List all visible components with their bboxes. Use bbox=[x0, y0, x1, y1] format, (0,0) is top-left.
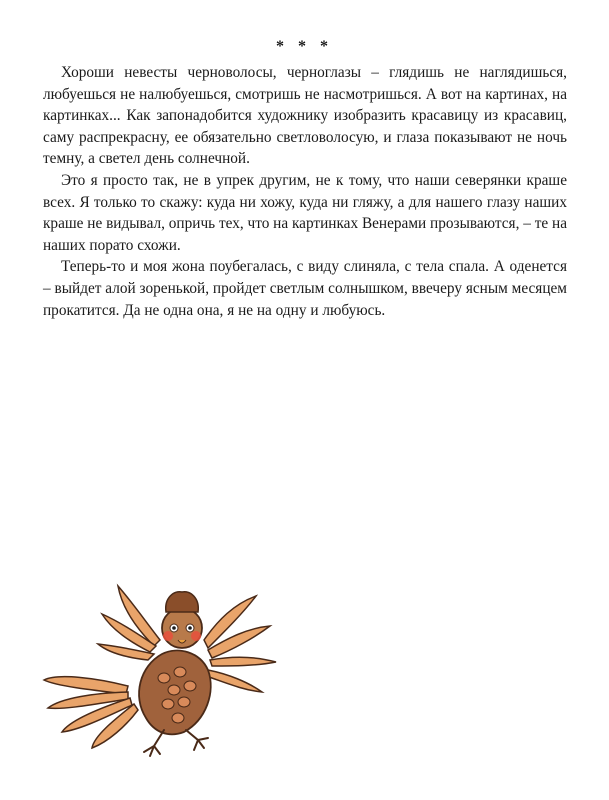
paragraph-2: Это я просто так, не в упрек другим, не к тому, что наши северянки краше всех. Я только то скажу: куда ни хожу, куда ни гляжу, а для нашего глазу наших краше не видывал, опричь тех, что на картинках Венерами прозываются, – те на наших порато схожи. bbox=[43, 171, 567, 254]
story-text bbox=[43, 62, 567, 321]
firebird-icon bbox=[36, 568, 286, 768]
section-divider: * * * bbox=[276, 38, 333, 55]
paragraph-3: Теперь-то и моя жона поубегалась, с виду слиняла, с тела спала. А оденется – выйдет алой зоренькой, пройдет светлым солнышком, ввечеру ясным месяцем прокатится. Да не одна она, я не на одну и любуюсь. bbox=[43, 258, 567, 319]
paragraph-1: Хороши невесты черноволосы, черноглазы – глядишь не наглядишься, любуешься не налюбуешься, смотришь не насмотришься. А вот на картинах, на картинках... Как запонадобится художнику изобразить красавицу из красавиц, саму распрекрасну, ее обязательно светловолосую, и глаза показывают не ночь темну, а светел день солнечной. bbox=[43, 64, 567, 168]
firebird-illustration bbox=[36, 568, 286, 768]
